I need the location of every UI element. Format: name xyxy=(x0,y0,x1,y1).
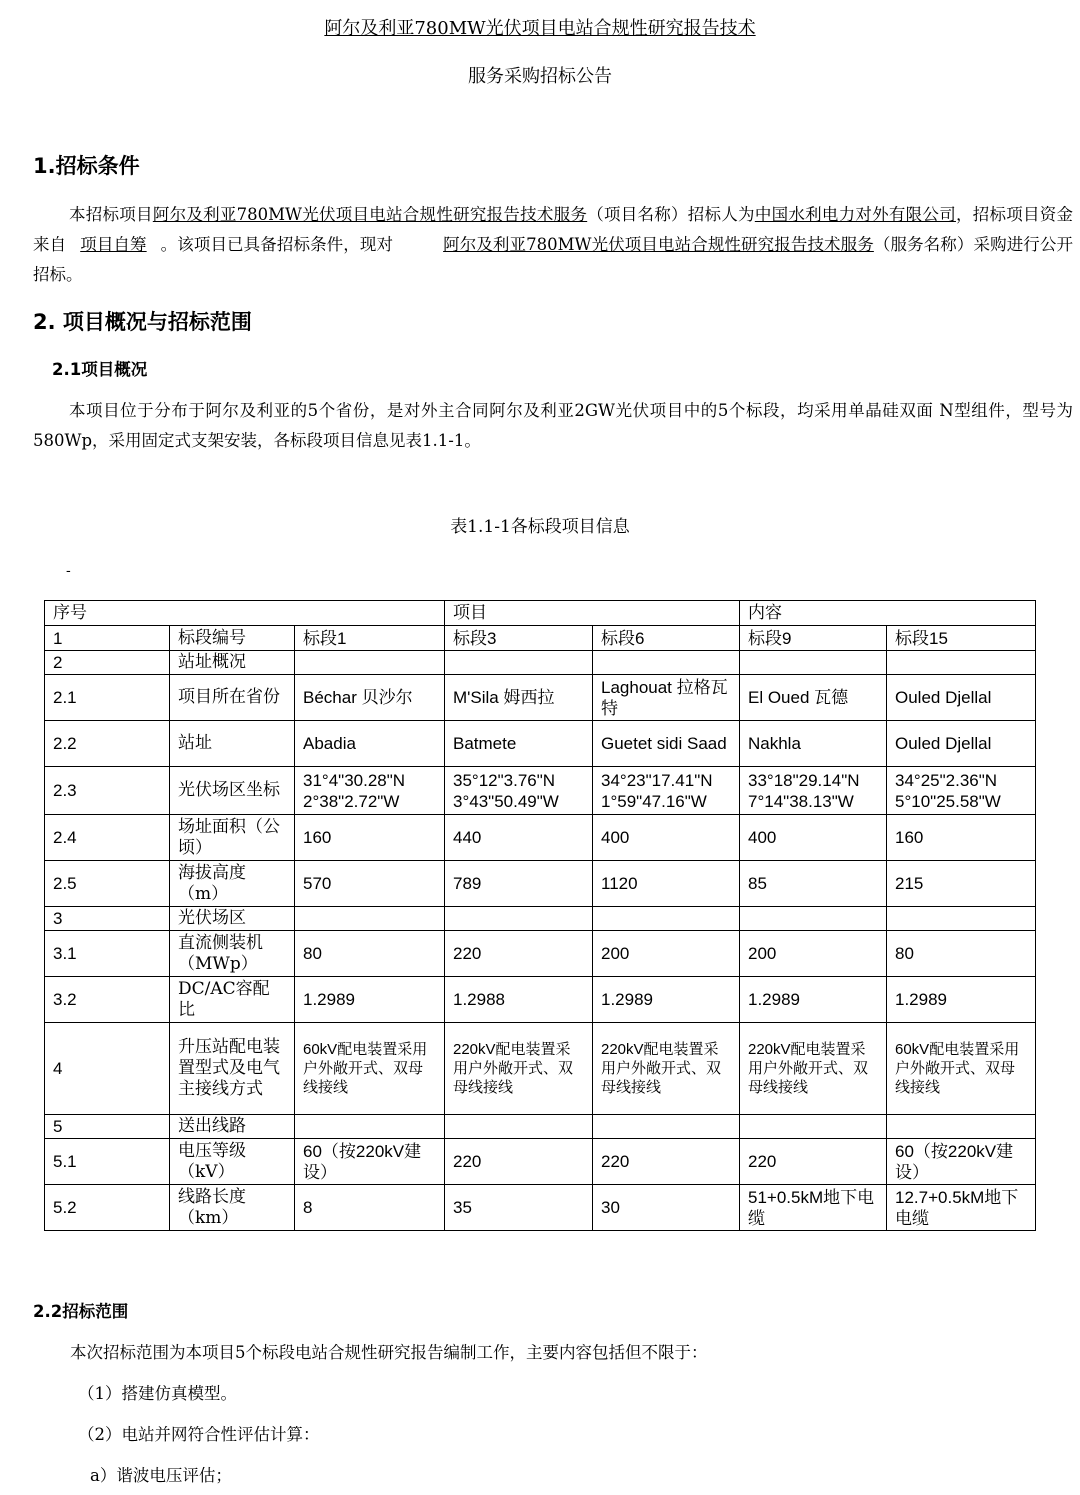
table-cell-item: 电压等级（kV） xyxy=(170,1139,295,1185)
table-row xyxy=(45,931,1036,977)
table-cell-value: 220kV配电装置采用户外敞开式、双母线接线 xyxy=(593,1023,740,1115)
table-row xyxy=(45,721,1036,767)
table-cell-value: 220 xyxy=(445,1139,593,1185)
table-cell-serial: 2 xyxy=(45,651,170,675)
header-cell-item: 项目 xyxy=(445,601,740,626)
header-cell-serial: 序号 xyxy=(45,601,445,626)
table-cell-value xyxy=(887,651,1036,675)
table-row xyxy=(45,1139,1036,1185)
table-cell-value: Nakhla xyxy=(740,721,887,767)
list-item-2: （2）电站并网符合性评估计算： xyxy=(78,1425,320,1444)
table-cell-value: 1.2988 xyxy=(445,977,593,1023)
table-cell-value xyxy=(740,907,887,931)
table-cell-value: 220kV配电装置采用户外敞开式、双母线接线 xyxy=(445,1023,593,1115)
table-row xyxy=(45,651,1036,675)
table-cell-value: Abadia xyxy=(295,721,445,767)
table-cell-value xyxy=(445,651,593,675)
table-cell-value: 60（按220kV建设） xyxy=(887,1139,1036,1185)
table-row xyxy=(45,1023,1036,1115)
table-cell-item: 送出线路 xyxy=(170,1115,295,1139)
table-row xyxy=(45,626,1036,651)
table-cell-value: El Oued 瓦德 xyxy=(740,675,887,721)
table-cell-value: Béchar 贝沙尔 xyxy=(295,675,445,721)
table-cell-item: 项目所在省份 xyxy=(170,675,295,721)
table-cell-serial: 2.3 xyxy=(45,767,170,815)
table-cell-serial: 2.4 xyxy=(45,815,170,861)
table-cell-value: 200 xyxy=(593,931,740,977)
table-cell-value xyxy=(887,1115,1036,1139)
table-cell-value: 1.2989 xyxy=(740,977,887,1023)
p1-text-d: 。该项目已具备招标条件，现对 xyxy=(160,235,394,254)
table-row xyxy=(45,861,1036,907)
table-cell-value: 220 xyxy=(740,1139,887,1185)
table-cell-serial: 5.1 xyxy=(45,1139,170,1185)
table-cell-value: 215 xyxy=(887,861,1036,907)
table-cell-value: 789 xyxy=(445,861,593,907)
table-cell-value: 30 xyxy=(593,1185,740,1231)
table-cell-value: 34°25"2.36"N 5°10"25.58"W xyxy=(887,767,1036,815)
section2-heading: 2. 项目概况与招标范围 xyxy=(33,310,252,334)
table-cell-value: 220 xyxy=(593,1139,740,1185)
table-cell-value: 1.2989 xyxy=(887,977,1036,1023)
table-cell-value xyxy=(887,907,1036,931)
table-cell-value xyxy=(740,1115,887,1139)
p1-text-e: （服务名称）采购进行公开招标。 xyxy=(33,235,1074,284)
project-info-table xyxy=(44,600,1036,1231)
table-cell-serial: 5 xyxy=(45,1115,170,1139)
table-cell-value: 220kV配电装置采用户外敞开式、双母线接线 xyxy=(740,1023,887,1115)
table-cell-serial: 2.2 xyxy=(45,721,170,767)
table-row xyxy=(45,815,1036,861)
section2-2-paragraph: 本次招标范围为本项目5个标段电站合规性研究报告编制工作，主要内容包括但不限于： xyxy=(70,1343,708,1362)
table-cell-value: 400 xyxy=(593,815,740,861)
p1-fund-source: 项目自筹 xyxy=(80,235,147,254)
table-cell-item: 升压站配电装置型式及电气主接线方式 xyxy=(170,1023,295,1115)
table-cell-value: 31°4"30.28"N 2°38"2.72"W xyxy=(295,767,445,815)
table-cell-value: 400 xyxy=(740,815,887,861)
section2-2-heading: 2.2招标范围 xyxy=(33,1302,129,1321)
table-cell-value: 80 xyxy=(887,931,1036,977)
list-item-1: （1）搭建仿真模型。 xyxy=(78,1384,237,1403)
table-cell-item: 场址面积（公顷） xyxy=(170,815,295,861)
p1-text-c: ，招标项目资金来自 xyxy=(33,205,1074,254)
table-cell-value: Laghouat 拉格瓦特 xyxy=(593,675,740,721)
table-cell-value xyxy=(445,1115,593,1139)
table-cell-value: 8 xyxy=(295,1185,445,1231)
section1-heading: 1.招标条件 xyxy=(33,154,140,178)
p1-project-name: 阿尔及利亚780MW光伏项目电站合规性研究报告技术服务 xyxy=(152,205,588,224)
table-row xyxy=(45,1185,1036,1231)
table-caption: 表1.1-1各标段项目信息 xyxy=(450,517,630,537)
table-cell-value: 80 xyxy=(295,931,445,977)
table-cell-value: 60kV配电装置采用户外敞开式、双母线接线 xyxy=(887,1023,1036,1115)
p1-service-name: 阿尔及利亚780MW光伏项目电站合规性研究报告技术服务 xyxy=(443,235,874,254)
table-cell-value: 35 xyxy=(445,1185,593,1231)
table-cell-value xyxy=(295,907,445,931)
table-cell-value: 标段3 xyxy=(445,626,593,651)
table-cell-item: 海拔高度（m） xyxy=(170,861,295,907)
table-cell-value xyxy=(593,651,740,675)
table-cell-value: 60kV配电装置采用户外敞开式、双母线接线 xyxy=(295,1023,445,1115)
table-cell-value: 220 xyxy=(445,931,593,977)
table-cell-value: 标段9 xyxy=(740,626,887,651)
list-item-3: a）谐波电压评估； xyxy=(90,1466,232,1485)
table-row xyxy=(45,767,1036,815)
table-header-row xyxy=(45,601,1036,626)
table-cell-serial: 1 xyxy=(45,626,170,651)
table-cell-item: 线路长度（km） xyxy=(170,1185,295,1231)
table-cell-serial: 2.1 xyxy=(45,675,170,721)
table-cell-item: 标段编号 xyxy=(170,626,295,651)
table-cell-item: 光伏场区 xyxy=(170,907,295,931)
table-cell-value: Guetet sidi Saad xyxy=(593,721,740,767)
table-cell-serial: 4 xyxy=(45,1023,170,1115)
table-cell-value: 1120 xyxy=(593,861,740,907)
table-cell-item: 直流侧装机（MWp） xyxy=(170,931,295,977)
table-cell-value: Ouled Djellal xyxy=(887,675,1036,721)
table-cell-value xyxy=(445,907,593,931)
table-cell-item: 站址 xyxy=(170,721,295,767)
stray-dash: - xyxy=(66,563,71,579)
p1-text-b: （项目名称）招标人为 xyxy=(587,205,755,224)
table-cell-value: 标段6 xyxy=(593,626,740,651)
table-cell-value: Ouled Djellal xyxy=(887,721,1036,767)
table-row xyxy=(45,907,1036,931)
table-cell-serial: 3.2 xyxy=(45,977,170,1023)
table-cell-value xyxy=(295,651,445,675)
table-cell-value: 200 xyxy=(740,931,887,977)
table-cell-value xyxy=(295,1115,445,1139)
table-cell-serial: 3 xyxy=(45,907,170,931)
table-cell-serial: 3.1 xyxy=(45,931,170,977)
header-cell-content: 内容 xyxy=(740,601,1036,626)
section2-1-paragraph: 本项目位于分布于阿尔及利亚的5个省份，是对外主合同阿尔及利亚2GW光伏项目中的5个标段，均采用单晶硅双面 N型组件，型号为580Wp，采用固定式支架安装，各标段项目信息见表1.1-1。 xyxy=(33,401,1073,450)
table-cell-serial: 5.2 xyxy=(45,1185,170,1231)
p1-text-a: 本招标项目 xyxy=(69,205,153,224)
table-cell-value: 标段15 xyxy=(887,626,1036,651)
table-cell-serial: 2.5 xyxy=(45,861,170,907)
table-cell-value: 标段1 xyxy=(295,626,445,651)
table-row xyxy=(45,675,1036,721)
table-row xyxy=(45,1115,1036,1139)
table-cell-value: 60（按220kV建设） xyxy=(295,1139,445,1185)
table-row xyxy=(45,977,1036,1023)
section2-1-heading: 2.1项目概况 xyxy=(52,360,148,379)
table-cell-value: 35°12"3.76"N 3°43"50.49"W xyxy=(445,767,593,815)
table-cell-value: Batmete xyxy=(445,721,593,767)
table-cell-item: 站址概况 xyxy=(170,651,295,675)
table-cell-item: DC/AC容配比 xyxy=(170,977,295,1023)
table-cell-value: 160 xyxy=(887,815,1036,861)
table-cell-value: 34°23"17.41"N 1°59"47.16"W xyxy=(593,767,740,815)
table-cell-value: 1.2989 xyxy=(593,977,740,1023)
table-cell-value xyxy=(740,651,887,675)
document-title-line2: 服务采购招标公告 xyxy=(468,66,612,87)
document-title-line1: 阿尔及利亚780MW光伏项目电站合规性研究报告技术 xyxy=(324,18,756,39)
table-cell-value: 570 xyxy=(295,861,445,907)
table-cell-value xyxy=(593,1115,740,1139)
table-cell-value: 160 xyxy=(295,815,445,861)
table-cell-value: 33°18"29.14"N 7°14"38.13"W xyxy=(740,767,887,815)
table-cell-value: M'Sila 姆西拉 xyxy=(445,675,593,721)
p1-owner-name: 中国水利电力对外有限公司 xyxy=(754,205,956,224)
section1-paragraph xyxy=(33,200,1073,290)
table-cell-value: 440 xyxy=(445,815,593,861)
table-cell-value: 1.2989 xyxy=(295,977,445,1023)
table-cell-item: 光伏场区坐标 xyxy=(170,767,295,815)
table-cell-value xyxy=(593,907,740,931)
table-cell-value: 51+0.5kM地下电缆 xyxy=(740,1185,887,1231)
table-cell-value: 85 xyxy=(740,861,887,907)
table-cell-value: 12.7+0.5kM地下电缆 xyxy=(887,1185,1036,1231)
